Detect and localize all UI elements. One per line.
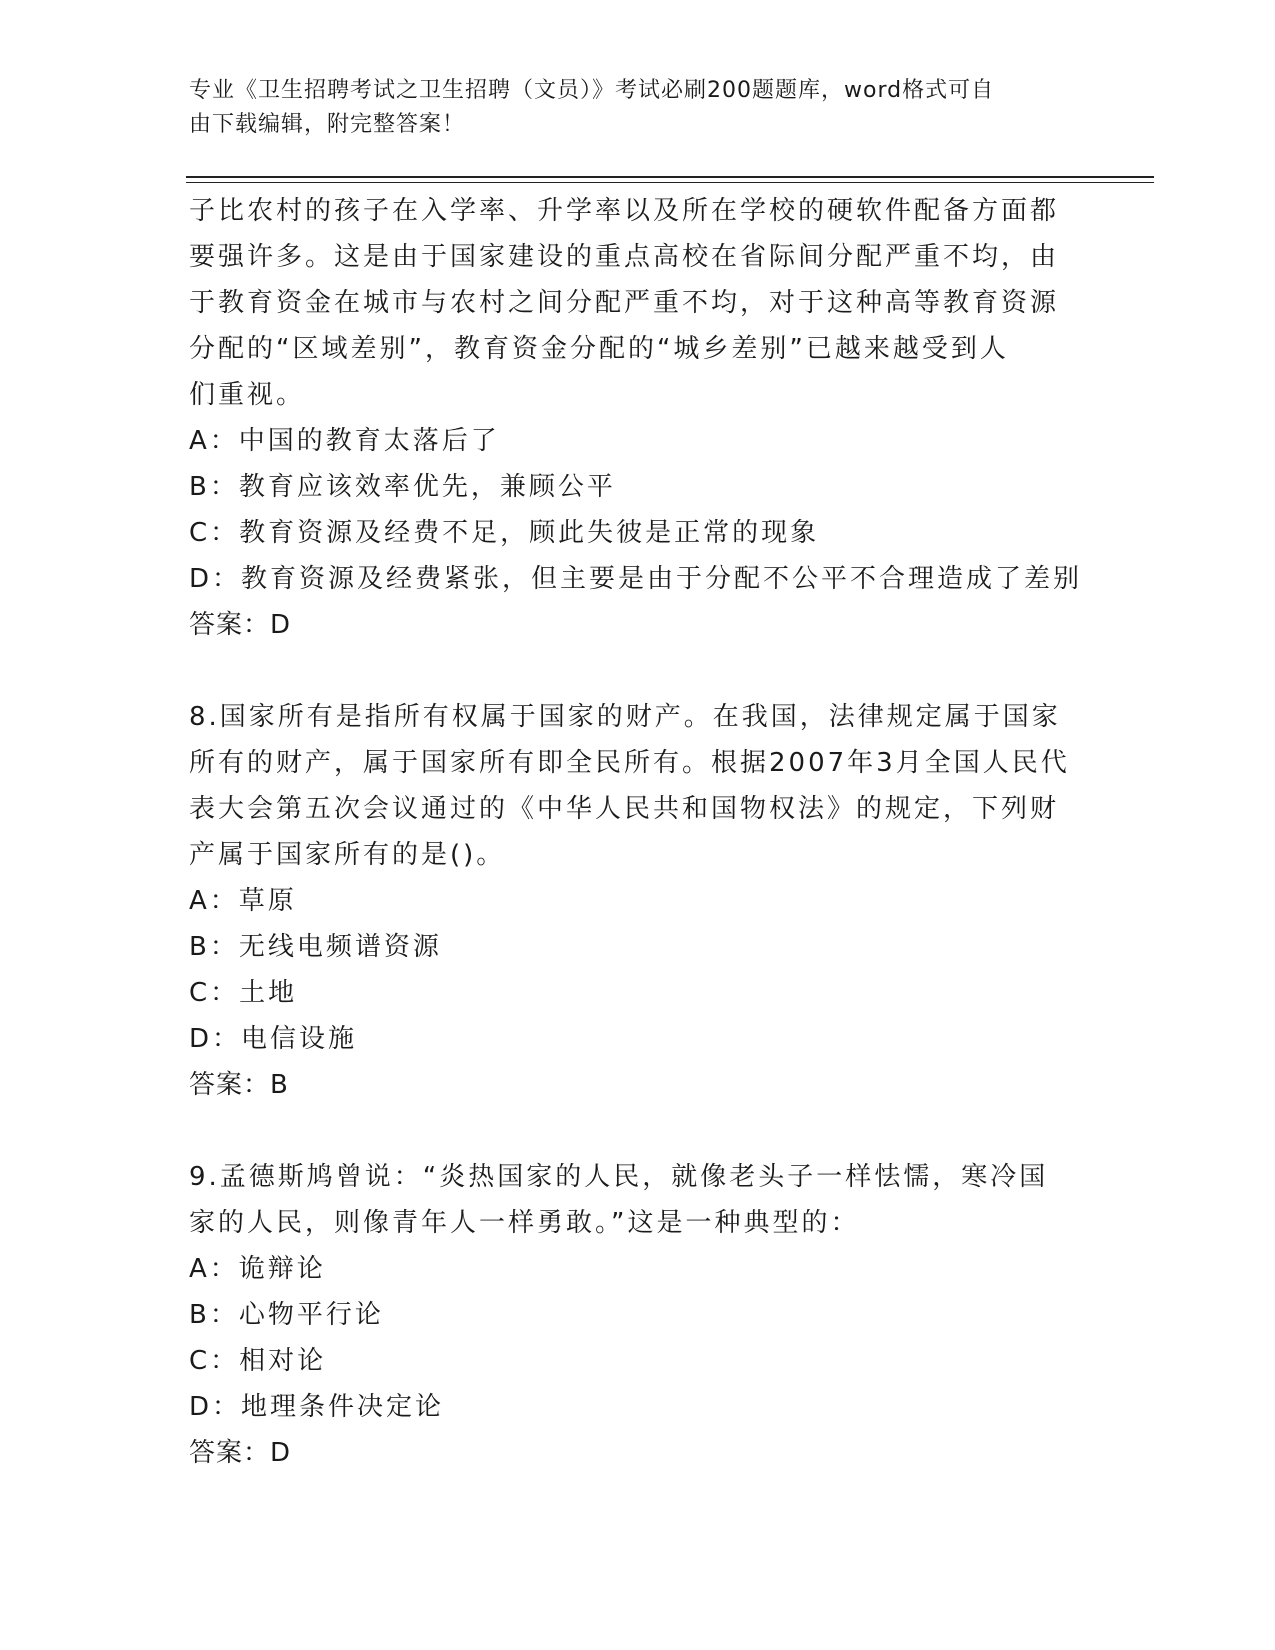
option-b: B：心物平行论: [189, 1300, 384, 1330]
option-c: C：相对论: [189, 1346, 327, 1376]
question-text-line: 所有的财产，属于国家所有即全民所有。根据2007年3月全国人民代: [189, 748, 1070, 778]
question-7-continuation: [189, 188, 1089, 648]
question-text-line: 子比农村的孩子在入学率、升学率以及所在学校的硬软件配备方面都: [189, 196, 1060, 226]
option-a: A：中国的教育太落后了: [189, 426, 500, 456]
question-8: [189, 694, 1089, 1108]
option-d: D：教育资源及经费紧张，但主要是由于分配不公平不合理造成了差别: [189, 564, 1083, 594]
question-text-line: 们重视。: [189, 380, 306, 410]
header-line-2: 由下载编辑，附完整答案！: [189, 112, 466, 137]
header-line-1: 专业《卫生招聘考试之卫生招聘（文员）》考试必刷200题题库，word格式可自: [189, 78, 995, 103]
question-text-line: 分配的“区域差别”，教育资金分配的“城乡差别”已越来越受到人: [189, 334, 1009, 364]
question-9: [189, 1154, 1089, 1476]
question-text-line: 表大会第五次会议通过的《中华人民共和国物权法》的规定，下列财: [189, 794, 1060, 824]
answer-line: 答案：D: [189, 1438, 292, 1468]
option-a: A：诡辩论: [189, 1254, 326, 1284]
question-text-line: 9.孟德斯鸠曾说：“炎热国家的人民，就像老头子一样怯懦，寒冷国: [189, 1162, 1049, 1192]
question-text-line: 家的人民，则像青年人一样勇敢。”这是一种典型的：: [189, 1208, 860, 1238]
question-text-line: 于教育资金在城市与农村之间分配严重不均，对于这种高等教育资源: [189, 288, 1060, 318]
spacer: [189, 648, 1089, 694]
header-rule-thick: [186, 176, 1154, 178]
question-text-line: 产属于国家所有的是()。: [189, 840, 506, 870]
document-header: [189, 74, 1089, 142]
option-b: B：教育应该效率优先，兼顾公平: [189, 472, 616, 502]
document-body: [189, 188, 1089, 1476]
header-rule-thin: [186, 182, 1154, 183]
option-d: D：地理条件决定论: [189, 1392, 445, 1422]
option-a: A：草原: [189, 886, 297, 916]
spacer: [189, 1108, 1089, 1154]
option-c: C：教育资源及经费不足，顾此失彼是正常的现象: [189, 518, 820, 548]
option-b: B：无线电频谱资源: [189, 932, 442, 962]
option-c: C：土地: [189, 978, 298, 1008]
question-text-line: 要强许多。这是由于国家建设的重点高校在省际间分配严重不均，由: [189, 242, 1060, 272]
option-d: D：电信设施: [189, 1024, 358, 1054]
answer-line: 答案：D: [189, 610, 292, 640]
answer-line: 答案：B: [189, 1070, 289, 1100]
question-text-line: 8.国家所有是指所有权属于国家的财产。在我国，法律规定属于国家: [189, 702, 1061, 732]
